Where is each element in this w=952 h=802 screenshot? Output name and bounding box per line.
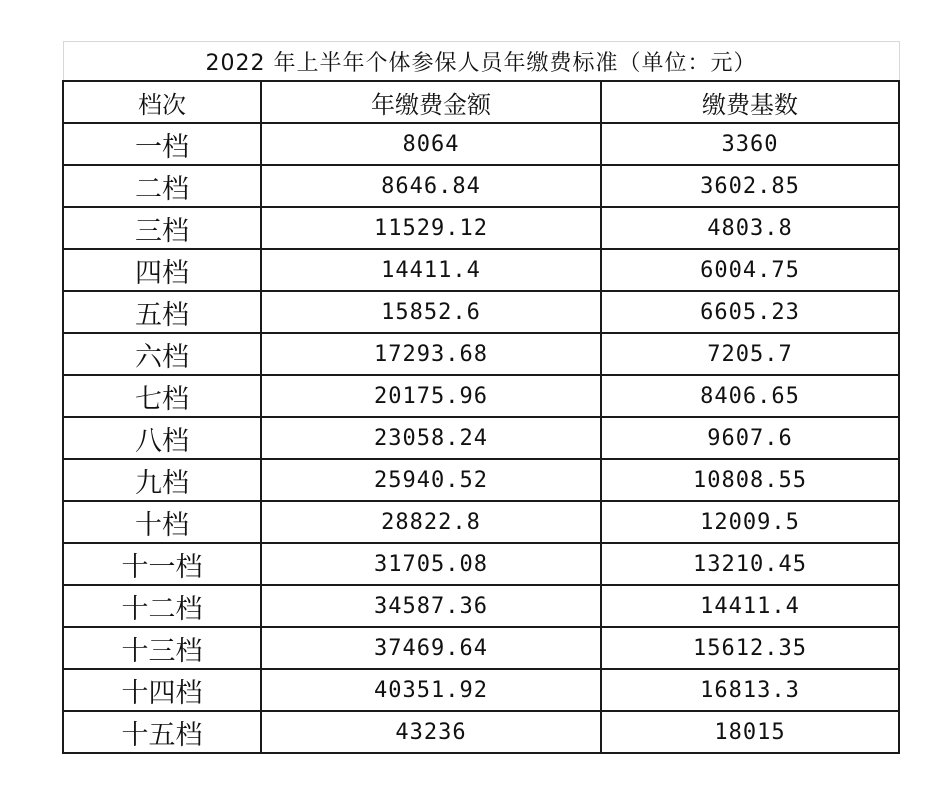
base-cell: 4803.8: [601, 207, 899, 249]
base-cell: 6004.75: [601, 249, 899, 291]
annual-amount-cell: 43236: [261, 711, 601, 753]
base-cell: 3360: [601, 123, 899, 165]
base-cell: 10808.55: [601, 459, 899, 501]
grade-cell: 三档: [63, 207, 261, 249]
grade-cell: 八档: [63, 417, 261, 459]
table-row: [63, 165, 899, 207]
grade-cell: 一档: [63, 123, 261, 165]
annual-amount-cell: 37469.64: [261, 627, 601, 669]
base-cell: 16813.3: [601, 669, 899, 711]
table-row: [63, 711, 899, 753]
grade-cell: 十档: [63, 501, 261, 543]
annual-amount-cell: 8064: [261, 123, 601, 165]
annual-amount-cell: 14411.4: [261, 249, 601, 291]
base-cell: 13210.45: [601, 543, 899, 585]
grade-cell: 十五档: [63, 711, 261, 753]
annual-amount-cell: 11529.12: [261, 207, 601, 249]
base-cell: 18015: [601, 711, 899, 753]
annual-amount-cell: 34587.36: [261, 585, 601, 627]
table-row: [63, 207, 899, 249]
annual-amount-cell: 20175.96: [261, 375, 601, 417]
grade-cell: 十三档: [63, 627, 261, 669]
column-header-annual-amount: 年缴费金额: [261, 81, 601, 123]
grade-cell: 九档: [63, 459, 261, 501]
table-row: [63, 669, 899, 711]
table-row: [63, 123, 899, 165]
base-cell: 3602.85: [601, 165, 899, 207]
table-row: [63, 249, 899, 291]
base-cell: 9607.6: [601, 417, 899, 459]
base-cell: 7205.7: [601, 333, 899, 375]
annual-amount-cell: 23058.24: [261, 417, 601, 459]
base-cell: 15612.35: [601, 627, 899, 669]
annual-amount-cell: 28822.8: [261, 501, 601, 543]
grade-cell: 十二档: [63, 585, 261, 627]
contribution-table: [62, 41, 900, 754]
annual-amount-cell: 8646.84: [261, 165, 601, 207]
grade-cell: 六档: [63, 333, 261, 375]
table-row: [63, 375, 899, 417]
table-header-row: [63, 81, 899, 123]
grade-cell: 七档: [63, 375, 261, 417]
grade-cell: 十一档: [63, 543, 261, 585]
base-cell: 14411.4: [601, 585, 899, 627]
base-cell: 8406.65: [601, 375, 899, 417]
grade-cell: 四档: [63, 249, 261, 291]
grade-cell: 十四档: [63, 669, 261, 711]
column-header-base: 缴费基数: [601, 81, 899, 123]
grade-cell: 二档: [63, 165, 261, 207]
table-row: [63, 291, 899, 333]
annual-amount-cell: 31705.08: [261, 543, 601, 585]
base-cell: 6605.23: [601, 291, 899, 333]
table-row: [63, 585, 899, 627]
table-title: 2022 年上半年个体参保人员年缴费标准（单位：元）: [63, 42, 899, 82]
table-row: [63, 333, 899, 375]
table-row: [63, 417, 899, 459]
annual-amount-cell: 15852.6: [261, 291, 601, 333]
base-cell: 12009.5: [601, 501, 899, 543]
grade-cell: 五档: [63, 291, 261, 333]
annual-amount-cell: 25940.52: [261, 459, 601, 501]
annual-amount-cell: 40351.92: [261, 669, 601, 711]
annual-amount-cell: 17293.68: [261, 333, 601, 375]
column-header-grade: 档次: [63, 81, 261, 123]
table-title-row: [63, 42, 899, 82]
table-row: [63, 459, 899, 501]
table-row: [63, 627, 899, 669]
table-row: [63, 543, 899, 585]
table-row: [63, 501, 899, 543]
